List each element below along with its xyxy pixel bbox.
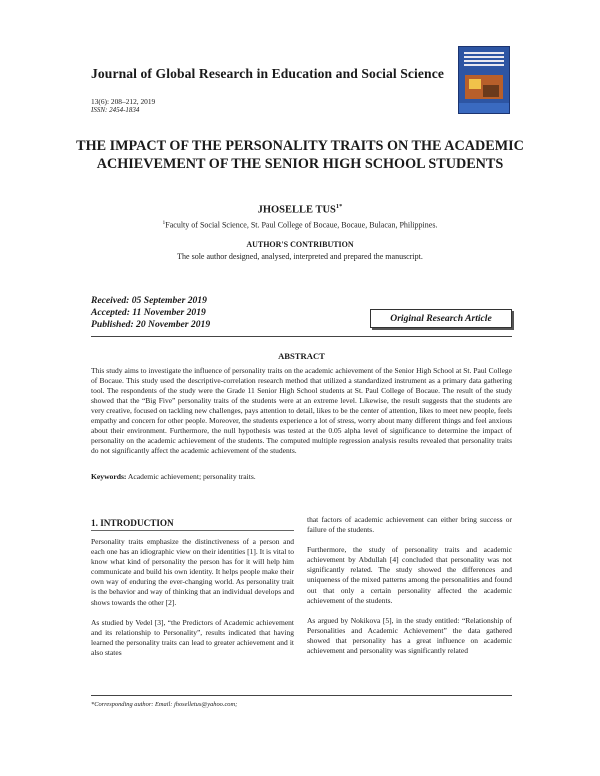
introduction-heading: 1. INTRODUCTION [91,518,174,528]
issn-line: ISSN: 2454-1834 [91,106,140,114]
abstract-text: This study aims to investigate the influence of personality traits on the academic achievement of the Senior High School at St. Paul College of Bocaue. This study used the descriptive-correlation research method that utilized a standardized instrument as a primary data gathering tool. The respondents of the study were the Grade 11 Senior High School students at St. Paul College of Bocaue. The result of the study showed that the “Big Five” personality traits of the students were at an extreme level. Likewise, the result suggests that the students are very creative, focused on tackling new challenges, pays attention to detail, likes to be the center of attention, likes to meet new people, feels empathy and concern for other people. Moreover, the students experience a lot of stress, worry about many different things and feel anxious about their environment. Furthermore, the null hypothesis was tested at the 0.05 alpha level of significance to determine the impact of personality on the academic achievement of the students. The computed multiple regression analysis results revealed that personality traits do not significantly affect the academic achievement of the students. [91,366,512,455]
affiliation-superscript: 1 [162,220,166,226]
footnote-divider [91,695,512,696]
author [60,203,540,216]
keywords [91,472,512,481]
author-name: JHOSELLE TUS [257,204,336,216]
divider [91,336,512,337]
journal-title: Journal of Global Research in Education and Social Science [91,66,444,81]
heading-underline [91,530,294,531]
paragraph: Personality traits emphasize the distinctiveness of a person and each one has an idiographic view on their identities [1]. It is vital to know what kind of personality the person has for it will help him communicate and build his own identity. It helps people make their own way of enduring the ever-changing world. As personality trait is the behavior and way of thinking that an individual develops and shows towards the other [2]. [91,537,294,607]
paragraph: Furthermore, the study of personality traits and academic achievement by Abdullah [4] concluded that personality was not significantly related. The study showed the differences and uniqueness of the mixed patterns among the personalities and found out that only a certain personality affected the academic achievement of the students. [307,545,512,605]
contribution-text: The sole author designed, analysed, interpreted and prepared the manuscript. [177,252,423,261]
abstract-heading: ABSTRACT [278,351,325,361]
left-column [91,537,294,668]
volume-line: 13(6): 208–212, 2019 [91,97,156,106]
paper-title: THE IMPACT OF THE PERSONALITY TRAITS ON THE ACADEMIC ACHIEVEMENT OF THE SENIOR HIGH SCHOOL STUDENTS [76,138,524,172]
affiliation-text: Faculty of Social Science, St. Paul College of Bocaue, Bocaue, Bulacan, Philippines. [165,220,438,230]
journal-cover-image [458,46,510,114]
received-date: Received: 05 September 2019 [91,295,207,306]
published-date: Published: 20 November 2019 [91,319,211,330]
paragraph: As studied by Vedel [3], “the Predictors of Academic achievement and its relationship to Personality”, results indicated that having learned the personality traits can lead to greater achievement and it also states [91,617,294,657]
keywords-label: Keywords: [91,472,127,481]
affiliation [60,220,540,230]
contribution-heading: AUTHOR'S CONTRIBUTION [246,240,354,249]
paragraph: that factors of academic achievement can either bring success or failure of the students. [307,515,512,535]
accepted-date: Accepted: 11 November 2019 [91,307,206,318]
author-superscript: 1* [335,203,343,210]
article-type-badge: Original Research Article [370,309,512,328]
keywords-text: Academic achievement; personality traits. [126,472,256,481]
corresponding-author-footnote: *Corresponding author: Email: jhoselletus@yahoo.com; [91,701,238,708]
right-column [307,515,512,666]
paragraph: As argued by Nokikova [5], in the study entitled: “Relationship of Personalities and Academic Achievement” the data gathered showed that personality has a great influence on academic achievement and personality was significantly related [307,615,512,656]
